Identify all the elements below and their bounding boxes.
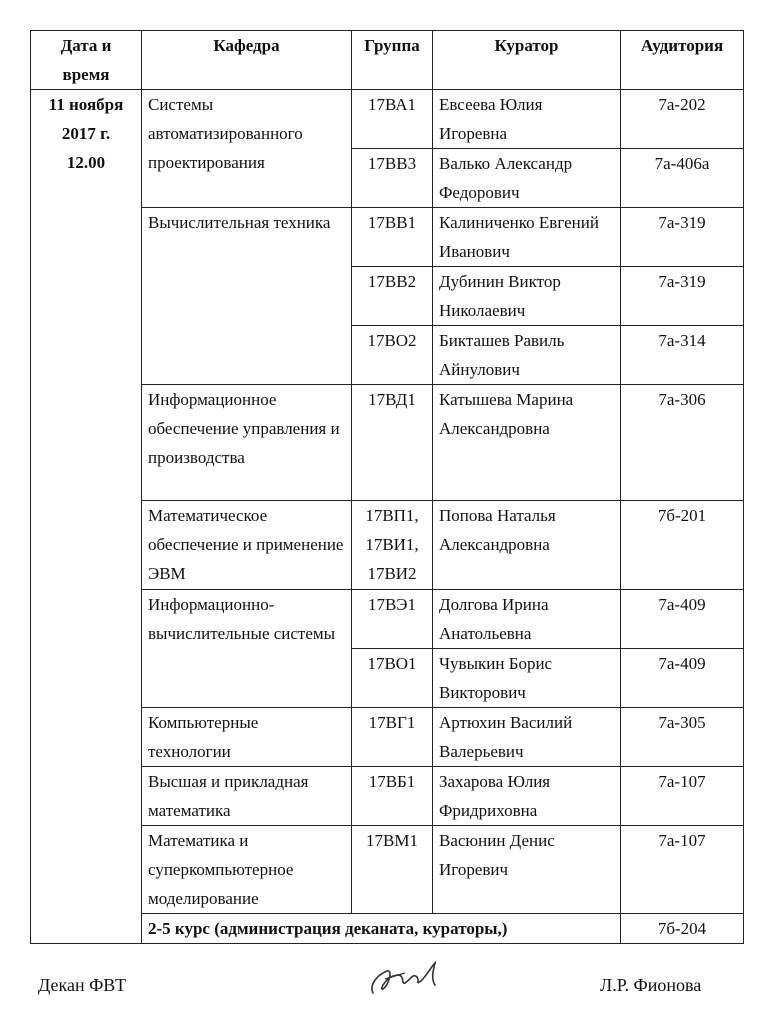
department-cell: Высшая и прикладная математика xyxy=(142,767,352,826)
header-group: Группа xyxy=(352,31,433,90)
date-line: 12.00 xyxy=(66,153,106,172)
signature-icon xyxy=(365,955,455,1000)
header-room: Аудитория xyxy=(621,31,744,90)
dean-title: Декан ФВТ xyxy=(38,975,127,995)
department-cell: Математическое обеспечение и применение ЭВМ xyxy=(142,501,352,590)
dean-name: Л.Р. Фионова xyxy=(600,975,702,995)
date-cell xyxy=(31,90,142,944)
curator-cell: Захарова Юлия Фридриховна xyxy=(433,767,621,826)
curator-cell: Евсеева Юлия Игоревна xyxy=(433,90,621,149)
department-cell: Математика и суперкомпьютерное моделирование xyxy=(142,826,352,914)
header-curator: Куратор xyxy=(433,31,621,90)
group-cell: 17ВЭ1 xyxy=(352,590,433,649)
room-cell: 7а-202 xyxy=(621,90,744,149)
curator-cell: Катышева Марина Александровна xyxy=(433,385,621,501)
summary-text: 2-5 курс (администрация деканата, кураторы,) xyxy=(142,914,621,944)
header-row xyxy=(31,31,744,90)
room-cell: 7а-306 xyxy=(621,385,744,501)
curator-cell: Васюнин Денис Игоревич xyxy=(433,826,621,914)
curator-cell: Попова Наталья Александровна xyxy=(433,501,621,590)
room-cell: 7а-319 xyxy=(621,208,744,267)
group-cell: 17ВО1 xyxy=(352,649,433,708)
header-department: Кафедра xyxy=(142,31,352,90)
room-cell: 7а-305 xyxy=(621,708,744,767)
group-cell: 17ВВ3 xyxy=(352,149,433,208)
curator-cell: Чувыкин Борис Викторович xyxy=(433,649,621,708)
room-cell: 7б-201 xyxy=(621,501,744,590)
room-cell: 7а-107 xyxy=(621,767,744,826)
date-line: 2017 г. xyxy=(61,124,111,143)
group-cell: 17ВА1 xyxy=(352,90,433,149)
group-cell: 17ВВ1 xyxy=(352,208,433,267)
room-cell: 7а-409 xyxy=(621,649,744,708)
department-cell: Компьютерные технологии xyxy=(142,708,352,767)
group-cell: 17ВП1, 17ВИ1, 17ВИ2 xyxy=(352,501,433,590)
group-cell: 17ВБ1 xyxy=(352,767,433,826)
room-cell: 7а-107 xyxy=(621,826,744,914)
room-cell: 7а-319 xyxy=(621,267,744,326)
schedule-table xyxy=(30,30,744,944)
curator-cell: Калиниченко Евгений Иванович xyxy=(433,208,621,267)
department-cell: Вычислительная техника xyxy=(142,208,352,385)
group-cell: 17ВД1 xyxy=(352,385,433,501)
table-row xyxy=(31,90,744,149)
curator-cell: Бикташев Равиль Айнулович xyxy=(433,326,621,385)
curator-cell: Валько Александр Федорович xyxy=(433,149,621,208)
header-date-time: Дата и время xyxy=(31,31,142,90)
department-cell: Информационно-вычислительные системы xyxy=(142,590,352,708)
group-cell: 17ВВ2 xyxy=(352,267,433,326)
curator-cell: Артюхин Василий Валерьевич xyxy=(433,708,621,767)
curator-cell: Дубинин Виктор Николаевич xyxy=(433,267,621,326)
group-cell: 17ВМ1 xyxy=(352,826,433,914)
group-cell: 17ВГ1 xyxy=(352,708,433,767)
curator-cell: Долгова Ирина Анатольевна xyxy=(433,590,621,649)
room-cell: 7а-314 xyxy=(621,326,744,385)
room-cell: 7а-406а xyxy=(621,149,744,208)
date-line: 11 ноября xyxy=(48,95,124,114)
summary-room: 7б-204 xyxy=(621,914,744,944)
department-cell: Информационное обеспечение управления и производства xyxy=(142,385,352,501)
department-cell: Системы автоматизированного проектирования xyxy=(142,90,352,208)
group-cell: 17ВО2 xyxy=(352,326,433,385)
room-cell: 7а-409 xyxy=(621,590,744,649)
